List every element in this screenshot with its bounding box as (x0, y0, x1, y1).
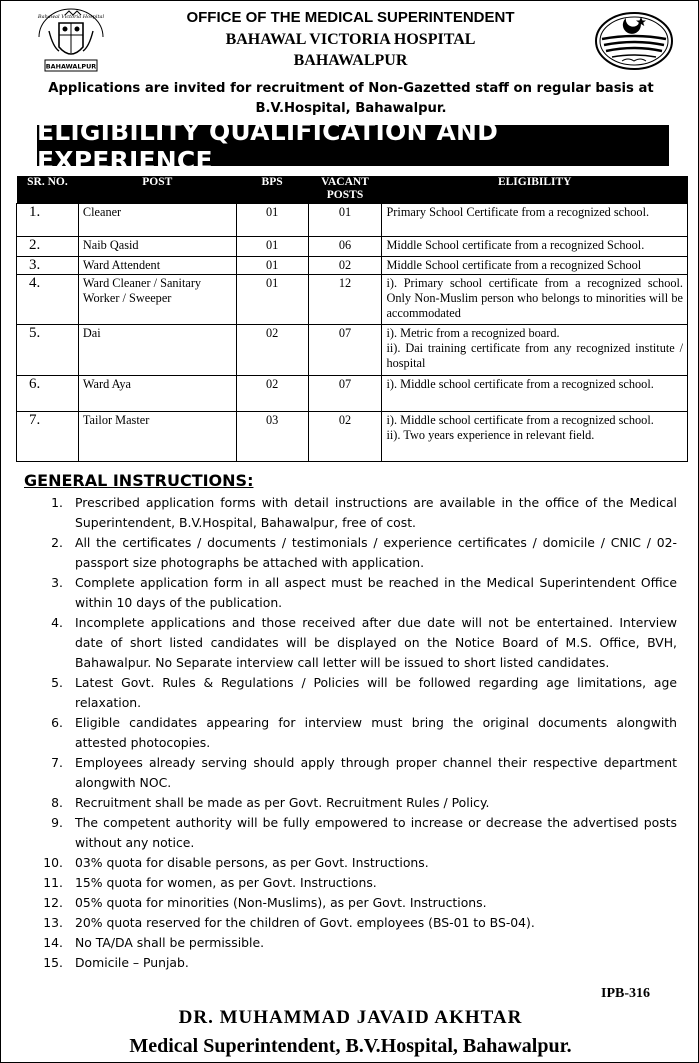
sr-cell: 3. (17, 257, 79, 275)
sr-cell: 1. (17, 204, 79, 237)
table-row (17, 325, 688, 376)
vacant-cell: 07 (308, 325, 382, 376)
list-item: 12. 05% quota for minorities (Non-Muslims), as per Govt. Instructions. (43, 895, 487, 910)
table-row (17, 257, 688, 275)
bps-cell: 01 (236, 204, 308, 237)
eligibility-cell: Middle School certificate from a recognized School. (382, 237, 688, 257)
sr-cell: 6. (17, 376, 79, 412)
section-banner: ELIGIBILITY QUALIFICATION AND EXPERIENCE (37, 125, 669, 166)
column-header-eligibility: ELIGIBILITY (382, 176, 688, 204)
hospital-name: BAHAWAL VICTORIA HOSPITAL (225, 31, 476, 48)
list-item: 11. 15% quota for women, as per Govt. Instructions. (43, 875, 377, 890)
post-cell: Ward Attendent (78, 257, 236, 275)
posts-table (16, 176, 688, 462)
eligibility-cell: i). Middle school certificate from a recognized school. (382, 376, 688, 412)
signatory-name: DR. MUHAMMAD JAVAID AKHTAR (178, 1007, 523, 1028)
vacant-cell: 07 (308, 376, 382, 412)
post-cell: Dai (78, 325, 236, 376)
eligibility-cell: i). Middle school certificate from a recognized school. ii). Two years experience in relevant field. (382, 412, 688, 462)
vacant-cell: 06 (308, 237, 382, 257)
list-item: 9. The competent authority will be fully empowered to increase or decrease the advertised posts without any notice. (51, 815, 677, 850)
list-item: 5. Latest Govt. Rules & Regulations / Policies will be followed regarding age limitations, age relaxation. (51, 675, 677, 710)
svg-text:Bahawal Victoria Hospital: Bahawal Victoria Hospital (37, 14, 105, 20)
eligibility-cell: i). Primary school certificate from a recognized school. Only Non-Muslim person who belongs to minorities will be accommodated (382, 275, 688, 325)
post-cell: Tailor Master (78, 412, 236, 462)
table-row (17, 412, 688, 462)
vacant-cell: 01 (308, 204, 382, 237)
bps-cell: 01 (236, 257, 308, 275)
signatory-title: Medical Superintendent, B.V.Hospital, Bahawalpur. (129, 1035, 572, 1057)
list-item: 10. 03% quota for disable persons, as per Govt. Instructions. (43, 855, 429, 870)
list-item: 13. 20% quota reserved for the children of Govt. employees (BS-01 to BS-04). (43, 915, 535, 930)
table-row (17, 275, 688, 325)
list-item: 1. Prescribed application forms with detail instructions are available in the office of the Medical Superintendent, B.V.Hospital, Bahawalpur, free of cost. (51, 495, 677, 530)
list-item: 6. Eligible candidates appearing for interview must bring the original documents alongwith attested photocopies. (51, 715, 677, 750)
bps-cell: 01 (236, 237, 308, 257)
table-header-row (17, 176, 688, 204)
sr-cell: 4. (17, 275, 79, 325)
post-cell: Ward Aya (78, 376, 236, 412)
city-name: BAHAWALPUR (293, 52, 408, 69)
svg-text:BAHAWALPUR: BAHAWALPUR (45, 62, 97, 71)
list-item: 8. Recruitment shall be made as per Govt. Recruitment Rules / Policy. (51, 795, 490, 810)
sr-cell: 5. (17, 325, 79, 376)
column-header-sr: SR. NO. (17, 176, 79, 204)
eligibility-cell: i). Metric from a recognized board. ii). Dai training certificate from any recognized institute / hospital (382, 325, 688, 376)
bps-cell: 01 (236, 275, 308, 325)
vacant-cell: 12 (308, 275, 382, 325)
sr-cell: 2. (17, 237, 79, 257)
column-header-post: POST (78, 176, 236, 204)
list-item: 2. All the certificates / documents / testimonials / experience certificates / domicile / CNIC / 02-passport size photographs be attached with application. (51, 535, 677, 570)
list-item: 14. No TA/DA shall be permissible. (43, 935, 265, 950)
column-header-bps: BPS (236, 176, 308, 204)
table-row (17, 376, 688, 412)
instructions-list (25, 493, 677, 973)
eligibility-cell: Primary School Certificate from a recognized school. (382, 204, 688, 237)
column-header-vacant-posts: VACANT POSTS (308, 176, 382, 204)
list-item: 15. Domicile – Punjab. (43, 955, 189, 970)
bps-cell: 02 (236, 376, 308, 412)
table-row (17, 204, 688, 237)
table-row (17, 237, 688, 257)
post-cell: Naib Qasid (78, 237, 236, 257)
intro-text: Applications are invited for recruitment of Non-Gazetted staff on regular basis at B.V.Hospital, Bahawalpur. (48, 81, 654, 116)
list-item: 4. Incomplete applications and those received after due date will not be entertained. Interview date of short listed candidates will be displayed on the Notice Board of M.S. Office, BVH, Bahawalpur. No Separate interview call letter will be issued to short listed candidates. (51, 615, 677, 670)
vacant-cell: 02 (308, 257, 382, 275)
eligibility-cell: Middle School certificate from a recognized School (382, 257, 688, 275)
bps-cell: 02 (236, 325, 308, 376)
reference-code: IPB-316 (601, 986, 650, 1001)
post-cell: Ward Cleaner / Sanitary Worker / Sweeper (78, 275, 236, 325)
bps-cell: 03 (236, 412, 308, 462)
list-item: 7. Employees already serving should apply through proper channel their respective department alongwith NOC. (51, 755, 677, 790)
instructions-heading: GENERAL INSTRUCTIONS: (24, 471, 254, 490)
sr-cell: 7. (17, 412, 79, 462)
list-item: 3. Complete application form in all aspect must be reached in the Medical Superintendent Office within 10 days of the publication. (51, 575, 677, 610)
vacant-cell: 02 (308, 412, 382, 462)
office-title: OFFICE OF THE MEDICAL SUPERINTENDENT (186, 9, 515, 26)
post-cell: Cleaner (78, 204, 236, 237)
